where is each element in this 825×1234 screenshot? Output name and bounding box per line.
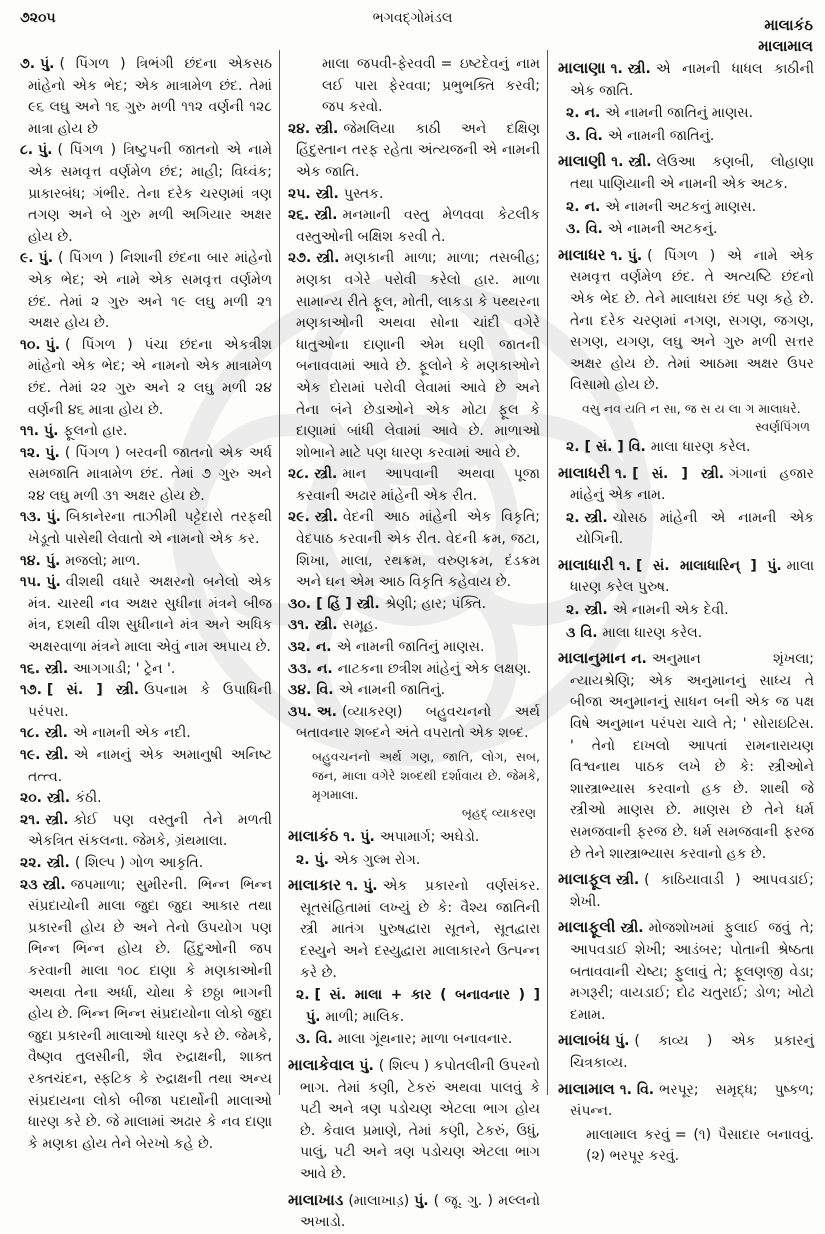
sense-number: ૧. — [618, 557, 631, 574]
sense-entry — [566, 126, 814, 148]
sense-number: ૧૪. — [20, 552, 41, 569]
sense-number: ૨૪. — [288, 120, 311, 137]
grammar-label: વિ. — [315, 1031, 333, 1048]
grammar-label: પું. — [46, 509, 61, 526]
definition-text: કોઈ પણ વસ્તુની તેને મળતી એકત્રિત સંકલના. જેમકે, ગ્રંથમાલા. — [28, 811, 272, 850]
headword: માલાણા — [558, 59, 606, 77]
sense-number: ૨. — [566, 438, 580, 455]
sense-number: ૧. — [619, 1081, 632, 1098]
headword: માલાફૂલ — [558, 870, 612, 889]
definition-text: ( પિંગળ ) બરવની જાતનો એક અર્ધ સમજાતિ માત્રામેળ છંદ. તેમાં ૭ ગુરુ અને ૨૪ લઘુ મળી ૩૧ અક્ષર હોય છે. — [28, 444, 272, 504]
grammar-label: વિ. — [585, 127, 603, 144]
definition-text: એ નામની અટકનું. — [607, 221, 718, 238]
sense-number: ૧. — [610, 247, 623, 264]
definition-text: = (૧) પૈસાદાર બનાવવું. (૨) ભરપૂર કરવું. — [586, 1126, 814, 1165]
sense-entry — [20, 335, 272, 421]
grammar-label: [ સં. માલાધારિન્ ] પું. — [636, 557, 782, 574]
definition-text: નાટકના છત્રીશ માંહેનું એક લક્ષણ. — [337, 660, 532, 677]
sense-entry — [20, 551, 272, 573]
definition-text: એક પ્રકારનો વર્ણસંકર. સૂતસંહિતામાં લખ્યું છે કે: વૈશ્ય જાતિની સ્ત્રી માતંગ પુરુષદ્વારા સૂતને, સૂતદ્વારા દસ્યુને અને દસ્યુદ્વારા માલાકારને ઉત્પન્ન કરે છે. — [300, 878, 540, 981]
sense-entry — [20, 572, 272, 658]
headword: માલાકાર — [288, 876, 342, 895]
grammar-label: સ્ત્રી. — [627, 61, 651, 77]
definition-text: ( પિંગળ ) નિશાની છંદના બાર માંહેનો એક ભેદ; એ નામે એક સમવૃત્ત વર્ણમેળ છંદ. તેમાં ૨ ગુરુ અને ૧૯ લઘુ મળી ૨૧ અક્ષર હોય છે. — [28, 250, 272, 332]
sense-entry — [566, 103, 814, 125]
definition-text: લેઉઆ કણબી, લોહાણા તથા પાણિયાની એ નામની એક અટક. — [570, 154, 814, 192]
sense-entry — [296, 985, 540, 1028]
definition-text: જપમાળા; સુમીરની. ભિન્ન ભિન્ન સંપ્રદાયોની માલા જુદા જુદા આકાર તથા પ્રકારની હોય છે અને તેનો ઉપયોગ પણ ભિન્ન ભિન્ન હોય છે. હિંદુઓની જપ કરવાની માલા ૧૦૮ દાણા કે મણકાઓની અથવા તેના અર્ધા, ચોથા કે છઠ્ઠા ભાગની હોય છે. ભિન્ન ભિન્ન સંપ્રદાયોના લોકો જુદા જુદા પ્રકારની માલાઓ ધારણ કરે છે. જેમકે, વૈષ્ણવ તુલસીની, શૈવ રુદ્રાક્ષની, શાક્ત રક્તચંદન, સ્ફટિક કે રુદ્રાક્ષની તથા અન્ય સંપ્રદાયના લોકો બીજા પદાર્થોની માલાઓ ધારણ કરે છે. જે માલામાં અઢાર કે નવ દાણા કે મણકા હોય તેને બેરખો કહે છે. — [28, 876, 272, 1152]
sense-number: ૧. — [346, 878, 359, 895]
grammar-label: [ સં. ] સ્ત્રી. — [632, 465, 725, 482]
grammar-label: પું. — [314, 851, 329, 868]
headword-entry — [558, 463, 814, 507]
grammar-label: પું. — [38, 250, 54, 267]
definition-text: ( પિંગળ ) ત્રિભંગી છંદના એકસઠ માંહેનો એક ભેદ; એક માત્રામેળ છંદ. તેમાં ૯૬ લઘુ અને ૧૬ ગુરુ મળી ૧૧૨ વર્ણની ૧૨૮ માત્રા હોય છે — [28, 56, 272, 137]
grammar-label: સ્ત્રી. — [46, 854, 70, 871]
grammar-label: પું. — [38, 142, 53, 159]
sense-number: ૧૩. — [20, 509, 42, 526]
sense-number: ૩૨. — [288, 639, 311, 656]
page-header — [0, 0, 825, 56]
headword-entry — [288, 826, 540, 849]
sense-number: ૧૨. — [20, 444, 41, 461]
sense-number: ૧. — [343, 829, 356, 845]
sense-number: ૩. — [296, 1031, 311, 1048]
citation-quote: બહુવચનનો અર્થ ગણ, જાતિ, લોગ, સબ, જન, માલા વગેરે શબ્દથી દર્શાવાય છે. જેમકે, મૃગમાલા. — [312, 749, 540, 802]
headword-entry — [288, 1190, 540, 1234]
sense-number: ૩૧. — [288, 617, 310, 634]
sense-entry — [288, 205, 540, 248]
grammar-label: સ્ત્રી. — [44, 725, 69, 742]
sense-entry — [566, 508, 814, 551]
phrase-text: માલામાલ કરવું — [586, 1126, 670, 1143]
sense-entry — [20, 421, 272, 443]
sense-entry — [20, 248, 272, 334]
sense-number: ૧. — [611, 154, 624, 171]
grammar-label: પું. — [360, 829, 375, 845]
headword-entry — [558, 648, 814, 865]
definition-text: પુસ્તક. — [343, 185, 384, 202]
sense-entry — [20, 507, 272, 550]
sense-number: ૩૪. — [288, 682, 312, 699]
grammar-label: પું. — [40, 56, 55, 72]
guide-word-first: માલાકંઠ — [764, 16, 813, 34]
sense-number: ૮. — [20, 142, 34, 159]
sense-number: ૩૦. — [288, 595, 312, 612]
definition-text: આગગાડી; ' ટ્રેન '. — [73, 660, 176, 677]
grammar-label: સ્ત્રી. — [42, 876, 66, 893]
sense-number: ૧૦. — [20, 336, 41, 353]
sense-number: ૧૯. — [20, 747, 41, 763]
sense-number: ૨. — [566, 105, 580, 122]
sense-number: ૧. — [610, 61, 623, 77]
grammar-label: વિ. — [636, 1081, 655, 1098]
grammar-label: સ્ત્રી. — [314, 466, 338, 483]
grammar-label: સ્ત્રી. — [314, 509, 338, 526]
sense-number: ૨૮. — [288, 466, 310, 483]
sense-number: ૩. — [566, 221, 581, 238]
grammar-label: પું. — [44, 423, 59, 440]
definition-text: એ નામની એક નદી. — [73, 725, 191, 742]
phrase-text: માલા જપવી-ફેરવવી — [322, 56, 436, 72]
grammar-label: પું. — [46, 574, 61, 591]
headword: માલાણી — [558, 152, 607, 171]
headword: માલાધર — [558, 245, 606, 264]
definition-text: કંઠી. — [75, 790, 102, 807]
definition-text: અનુમાન શૃંખલા; ન્યાયશ્રેણિ; એક અનુમાનનું સાધ્ય તે બીજા અનુમાનનું સાધન બની એક જ પક્ષ વિષે અનુમાન પરંપરા ચાલે તે; ' સોરાઇટિસ. ' તેનો દાખલો આપતાં રામનારાયણ વિશ્વનાથ પાઠક લખે છે કે: સ્ત્રીઓને શાસ્ત્રાભ્યાસ કરવાનો હક છે. શાથી જે સ્ત્રીઓ માણસ છે. માણસ છે તેને ધર્મ સમજવાની ફરજ છે. ધર્મ સમજવાની ફરજ છે તેને શાસ્ત્રાભ્યાસ કરવાનો હક છે. — [570, 651, 814, 862]
definition-text: માલા ધારણ કરેલ. — [650, 438, 751, 455]
definition-text: એ નામની જાતિનું માણસ. — [336, 639, 485, 656]
grammar-label: સ્ત્રી. — [620, 920, 644, 937]
sense-number: ૩૫. — [288, 703, 312, 720]
headword: માલાધરી — [558, 463, 611, 482]
grammar-label: સ્ત્રી. — [314, 617, 338, 634]
definition-text: વેદની આઠ માંહેની એક વિકૃતિ; વેદપાઠ કરવાની એક રીત. વેદની ક્રમ, જટા, શિખા, માલા, રથક્રમ, વરુણક્રમ, દંડક્રમ અને ઘન એમ આઠ વિકૃતિ કહેવાય છે. — [296, 509, 540, 591]
grammar-label: સ્ત્રી. — [628, 154, 652, 171]
definition-text: ( શિલ્પ ) કપોતલીની ઉપરનો ભાગ. તેમાં કણી, ટેકરું અથવા પાલવું કે પટી અને ત્રણ પડોચણ એટલા ભાગ હોય છે. કેવાલ પ્રમાણે, તેમાં કણી, ટેકરું, ઉધું, પાલું, પટી અને ત્રણ પડોચણ એટલા ભાગ આવે છે. — [300, 1057, 540, 1182]
grammar-label: [ સં. ] સ્ત્રી. — [46, 682, 140, 699]
grammar-label: [ હિં ] સ્ત્રી. — [316, 595, 380, 612]
definition-text: મજલો; માળ. — [65, 552, 141, 569]
definition-text: વીશથી વધારે અક્ષરનો બનેલો એક મંત્ર. ચારથી નવ અક્ષર સુધીના મંત્રને બીજ મંત્ર, દશથી વીશ સુધીનાને મંત્ર અને અધિક અક્ષરવાળા મંત્રને માલા એવું નામ અપાય છે. — [28, 574, 272, 656]
sense-entry — [566, 623, 814, 645]
definition-text: એક ગુલ્મ રોગ. — [333, 851, 421, 868]
sense-number: ૨. — [296, 851, 310, 868]
definition-text: માલા ધારણ કરેલ. — [602, 624, 703, 641]
definition-text: ( પિંગળ ) પંચા છંદના એકત્રીશ માંહેનો એક ભેદ; એ નામનો એક માત્રામેળ છંદ. તેમાં ૨૨ ગુરુ અને ૨ લઘુ મળી ૨૪ વર્ણની ૪૬ માત્રા હોય છે. — [28, 336, 272, 418]
book-title: ભગવદ્ગોમંડલ — [372, 10, 453, 26]
definition-text: એ નામની જાતિનું માણસ. — [605, 105, 754, 122]
grammar-label: સ્ત્રી. — [315, 120, 339, 137]
headword-entry — [558, 58, 814, 102]
grammar-label: ન. — [316, 660, 333, 677]
grammar-label: [ સં. માલા + કાર ( બનાવનાર ) ] પું. — [306, 987, 540, 1025]
definition-text: અપામાર્ગ; અઘેડો. — [379, 829, 480, 845]
sense-entry — [296, 1029, 540, 1051]
citation-source: સ્વર્ણપિંગળ — [755, 418, 810, 434]
sense-number: ૨૧. — [20, 811, 41, 828]
definition-text: સમૂહ. — [342, 617, 379, 634]
grammar-label: સ્ત્રી. — [45, 747, 69, 763]
definition-text: એ નામની જાતિનું. — [338, 682, 446, 699]
definition-text: ગંગાનાં હજાર માંહેનું એક નામ. — [570, 465, 814, 504]
definition-text: એ નામની એક દેવી. — [612, 602, 729, 619]
sense-entry — [288, 637, 540, 659]
sense-entry — [288, 659, 540, 681]
sense-number: ૩ — [566, 624, 576, 641]
definition-text: માળી; માલિક. — [325, 1008, 405, 1025]
grammar-label: સ્ત્રી. — [316, 250, 340, 267]
sense-number: ૩. — [566, 127, 581, 144]
sense-entry — [20, 723, 272, 745]
definition-text: માલા ગૂંથનાર; માળા બનાવનાર. — [337, 1031, 513, 1048]
sense-entry — [296, 850, 540, 872]
definition-text: (વ્યાકરણ) બહુવચનનો અર્થ બતાવનાર શબ્દને અંતે વપરાતો એક શબ્દ. — [296, 703, 540, 742]
headword-entry — [558, 1079, 814, 1123]
headword: માલામાલ — [558, 1079, 615, 1098]
definition-text: બિકાનેરના તાઝીમી પટ્ટેદારો તરફથી ખેડૂતો પાસેથી લેવાતો એ નામનો એક કર. — [28, 509, 272, 548]
grammar-label: વિ. — [585, 221, 603, 238]
grammar-label: સ્ત્રી. — [584, 509, 608, 526]
grammar-label: સ્ત્રી. — [314, 207, 338, 224]
sense-entry — [20, 875, 272, 1156]
column-right — [558, 54, 814, 1168]
sense-number: ૨૩ — [20, 876, 38, 893]
headword-entry — [558, 869, 814, 913]
definition-text: એ નામની જાતિનું. — [607, 127, 715, 144]
headword-entry — [288, 1055, 540, 1186]
definition-text: માન આપવાની અથવા પૂજા કરવાની અઢાર માંહેની એક રીત. — [296, 466, 540, 504]
sense-entry — [566, 437, 814, 459]
headword: માલાકંઠ — [288, 827, 339, 845]
sense-entry — [20, 788, 272, 810]
sense-entry — [20, 810, 272, 853]
grammar-label: સ્ત્રી. — [45, 811, 69, 828]
phrase-entry — [558, 1125, 814, 1168]
definition-text: એ નામનું એક અમાનુષી અનિષ્ટ તત્ત્વ. — [28, 747, 272, 785]
definition-text: ઉપનામ કે ઉપાધિની પરંપરા. — [28, 682, 272, 720]
definition-text: ( કાવ્ય ) એક પ્રકારનું ચિત્રકાવ્ય. — [570, 1033, 814, 1071]
sense-entry — [566, 197, 814, 219]
sense-entry — [20, 680, 272, 723]
headword-entry — [558, 1030, 814, 1074]
sense-number: ૧૫. — [20, 574, 42, 591]
sense-entry — [288, 507, 540, 593]
sense-number: ૨. — [296, 987, 310, 1004]
grammar-label: સ્ત્રી. — [315, 185, 339, 202]
headword: માલાનુમાન — [558, 649, 627, 668]
grammar-label: વિ. — [580, 624, 598, 641]
grammar-label: પું. — [45, 444, 60, 461]
sense-entry — [288, 464, 540, 507]
headword: માલાખાડ — [288, 1190, 344, 1209]
sense-entry — [288, 119, 540, 184]
column-divider-left — [279, 50, 280, 1095]
sense-number: ૨૨. — [20, 854, 42, 871]
definition-text: ભરપૂર; સમૃદ્ધ; પુષ્કળ; સંપન્ન. — [570, 1081, 814, 1120]
headword-entry — [558, 245, 814, 397]
sense-number: ૨. — [566, 509, 580, 526]
sense-number: ૧૭. — [20, 682, 42, 699]
phrase-entry — [288, 54, 540, 119]
definition-text: ( જૂ. ગુ. ) મલ્લનો અખાડો. — [300, 1192, 540, 1231]
grammar-label: ન. — [584, 198, 601, 215]
grammar-label: ન. — [631, 651, 647, 668]
definition-text: માલા ધારણ કરેલ પુરુષ. — [570, 557, 814, 596]
headword: માલાફૂલી — [558, 918, 616, 937]
headword: માલાધારી — [558, 555, 614, 574]
grammar-label: પું. — [45, 552, 61, 569]
definition-text: એ નામની અટકનું માણસ. — [605, 198, 757, 215]
grammar-label: પું. — [363, 878, 378, 895]
sense-number: ૨૫. — [288, 185, 311, 202]
column-middle — [288, 54, 540, 1234]
sense-entry — [288, 184, 540, 206]
sense-number: ૨૦. — [20, 790, 42, 807]
sense-number: ૧. — [615, 465, 628, 482]
sense-number: ૭. — [20, 56, 36, 72]
grammar-label: વિ. — [316, 682, 334, 699]
headword: માલાબંધ — [558, 1031, 611, 1050]
definition-text: એ નામની ધાધલ કાઠીની એક જાતિ. — [570, 61, 814, 99]
definition-text: ( પિંગળ ) એ નામે એક સમવૃત્ત વર્ણમેળ છંદ. તે અત્યષ્ટિ છંદનો એક ભેદ છે. તેને માલાધરા છંદ પણ કહે છે. તેના દરેક ચરણમાં નગણ, સગણ, જગણ, સગણ, યગણ, લઘુ અને ગુરુ મળી સત્તર અક્ષર હોય છે. તેમાં આઠમા અક્ષર ઉપર વિસામો હોય છે. — [570, 247, 814, 394]
sense-number: ૨. — [566, 602, 580, 619]
column-left — [20, 54, 272, 1155]
grammar-label: [ સં. ] વિ. — [584, 438, 646, 455]
column-divider-right — [547, 50, 548, 1095]
sense-number: ૧૧. — [20, 423, 40, 440]
grammar-label: પું. — [615, 1033, 630, 1050]
grammar-label: પું. — [45, 336, 61, 353]
headword-variant: (માલાખાડ઼) — [348, 1192, 410, 1209]
grammar-label: અ. — [316, 703, 337, 720]
grammar-label: પું. — [414, 1192, 429, 1209]
citation-quote: વસુ નવ યતિ ન સા, જ સ ય લા ગ માલાધરે. — [582, 400, 801, 416]
citation-source: બૃહદ્ વ્યાકરણ — [461, 805, 536, 820]
sense-number: ૨૭. — [288, 250, 312, 267]
sense-entry — [566, 600, 814, 622]
sense-entry — [288, 594, 540, 616]
sense-entry — [20, 140, 272, 248]
grammar-label: સ્ત્રી. — [616, 872, 640, 889]
sense-number: ૨. — [566, 198, 580, 215]
headword: માલાકેવાલ — [288, 1055, 355, 1074]
sense-entry — [20, 443, 272, 508]
grammar-label: ન. — [315, 639, 332, 656]
sense-entry — [20, 659, 272, 681]
sense-entry — [20, 745, 272, 788]
definition-text: મનમાની વસ્તુ મેળવવા કેટલીક વસ્તુઓની બક્ષિશ કરવી તે. — [296, 207, 540, 245]
sense-number: ૩૩. — [288, 660, 312, 677]
definition-text: ( શિલ્પ ) ગોળ આકૃતિ. — [74, 854, 204, 871]
sense-number: ૨૯. — [288, 509, 310, 526]
definition-text: = ઇષ્ટદેવનું નામ લઈ પારા ફેરવવા; પ્રભુભક્તિ કરવી; જપ કરવો. — [322, 56, 540, 116]
headword-entry — [558, 917, 814, 1026]
sense-number: ૯. — [20, 250, 34, 267]
definition-text: ( પિંગળ ) ત્રિષ્ટુપની જાતનો એ નામે એક સમવૃત્ત વર્ણમેળ છંદ; માહી; વિધ્વંક; પ્રાકારબંધ; ગંભીર. તેના દરેક ચરણમાં ત્રણ તગણ અને બે ગુરુ મળી અગિયાર અક્ષર હોય છે. — [28, 142, 272, 245]
definition-text: મોજશોખમાં ફુલાઈ જવું તે; આપવડાઈ શેખી; આડંબર; પોતાની શ્રેષ્ઠતા બતાવવાની ચેષ્ટા; ફુલાવું તે; ફૂલણજી વેડા; મગરૂરી; વાયડાઈ; દોઢ ચતુરાઈ; ડોળ; ખોટો દમામ. — [570, 920, 814, 1023]
definition-text: ફૂલનો હાર. — [63, 423, 128, 440]
grammar-label: સ્ત્રી. — [584, 602, 608, 619]
headword-entry — [558, 555, 814, 599]
definition-text: મણકાની માળા; માળા; તસબીહ; મણકા વગેરે પરોવી કરેલો હાર. માળા સામાન્ય રીતે ફૂલ, મોતી, લાકડા કે પથ્થરના મણકાઓની અથવા સોના ચાંદી વગેરે ધાતુઓના દાણાની એમ ઘણી જાતની બનાવવામાં આવે છે. ફૂલોને કે મણકાઓને એક દોરામાં પરોવી લેવામાં આવે છે અને તેના બંને છેડાઓને એક મોટા ફૂલ કે દાણામાં બાંધી લેવામાં આવે છે. માળાઓ શોભાને માટે પણ ધારણ કરવામાં આવે છે. — [296, 250, 540, 461]
page-number: ૭૨૦૫ — [20, 10, 56, 26]
sense-entry — [288, 680, 540, 702]
sense-number: ૧૮. — [20, 725, 40, 742]
definition-text: શ્રેણી; હાર; પંક્તિ. — [384, 595, 487, 612]
sense-number: ૨૬. — [288, 207, 310, 224]
guide-word-last: માલામાલ — [758, 37, 813, 55]
sense-entry — [20, 54, 272, 140]
sense-entry — [288, 615, 540, 637]
grammar-label: સ્ત્રી. — [45, 660, 69, 677]
grammar-label: પું. — [359, 1057, 374, 1074]
sense-entry — [566, 219, 814, 241]
sense-number: ૧૬. — [20, 660, 41, 677]
grammar-label: સ્ત્રી. — [46, 790, 71, 807]
headword-entry — [288, 875, 540, 984]
sense-entry — [288, 248, 540, 464]
definition-text: ( કાઠિયાવાડી ) આપવડાઈ; શેખી. — [570, 872, 814, 910]
headword-entry — [558, 151, 814, 195]
sense-entry — [288, 702, 540, 745]
grammar-label: પું. — [627, 247, 643, 264]
sense-entry — [20, 853, 272, 875]
definition-text: જેમલિયા કાઠી અને દક્ષિણ હિંદુસ્તાન તરફ રહેતા અંત્યજની એ નામની એક જાતિ. — [296, 120, 540, 180]
definition-text: ચોસઠ માંહેની એ નામની એક યોગિની. — [576, 509, 814, 548]
grammar-label: ન. — [584, 105, 601, 122]
